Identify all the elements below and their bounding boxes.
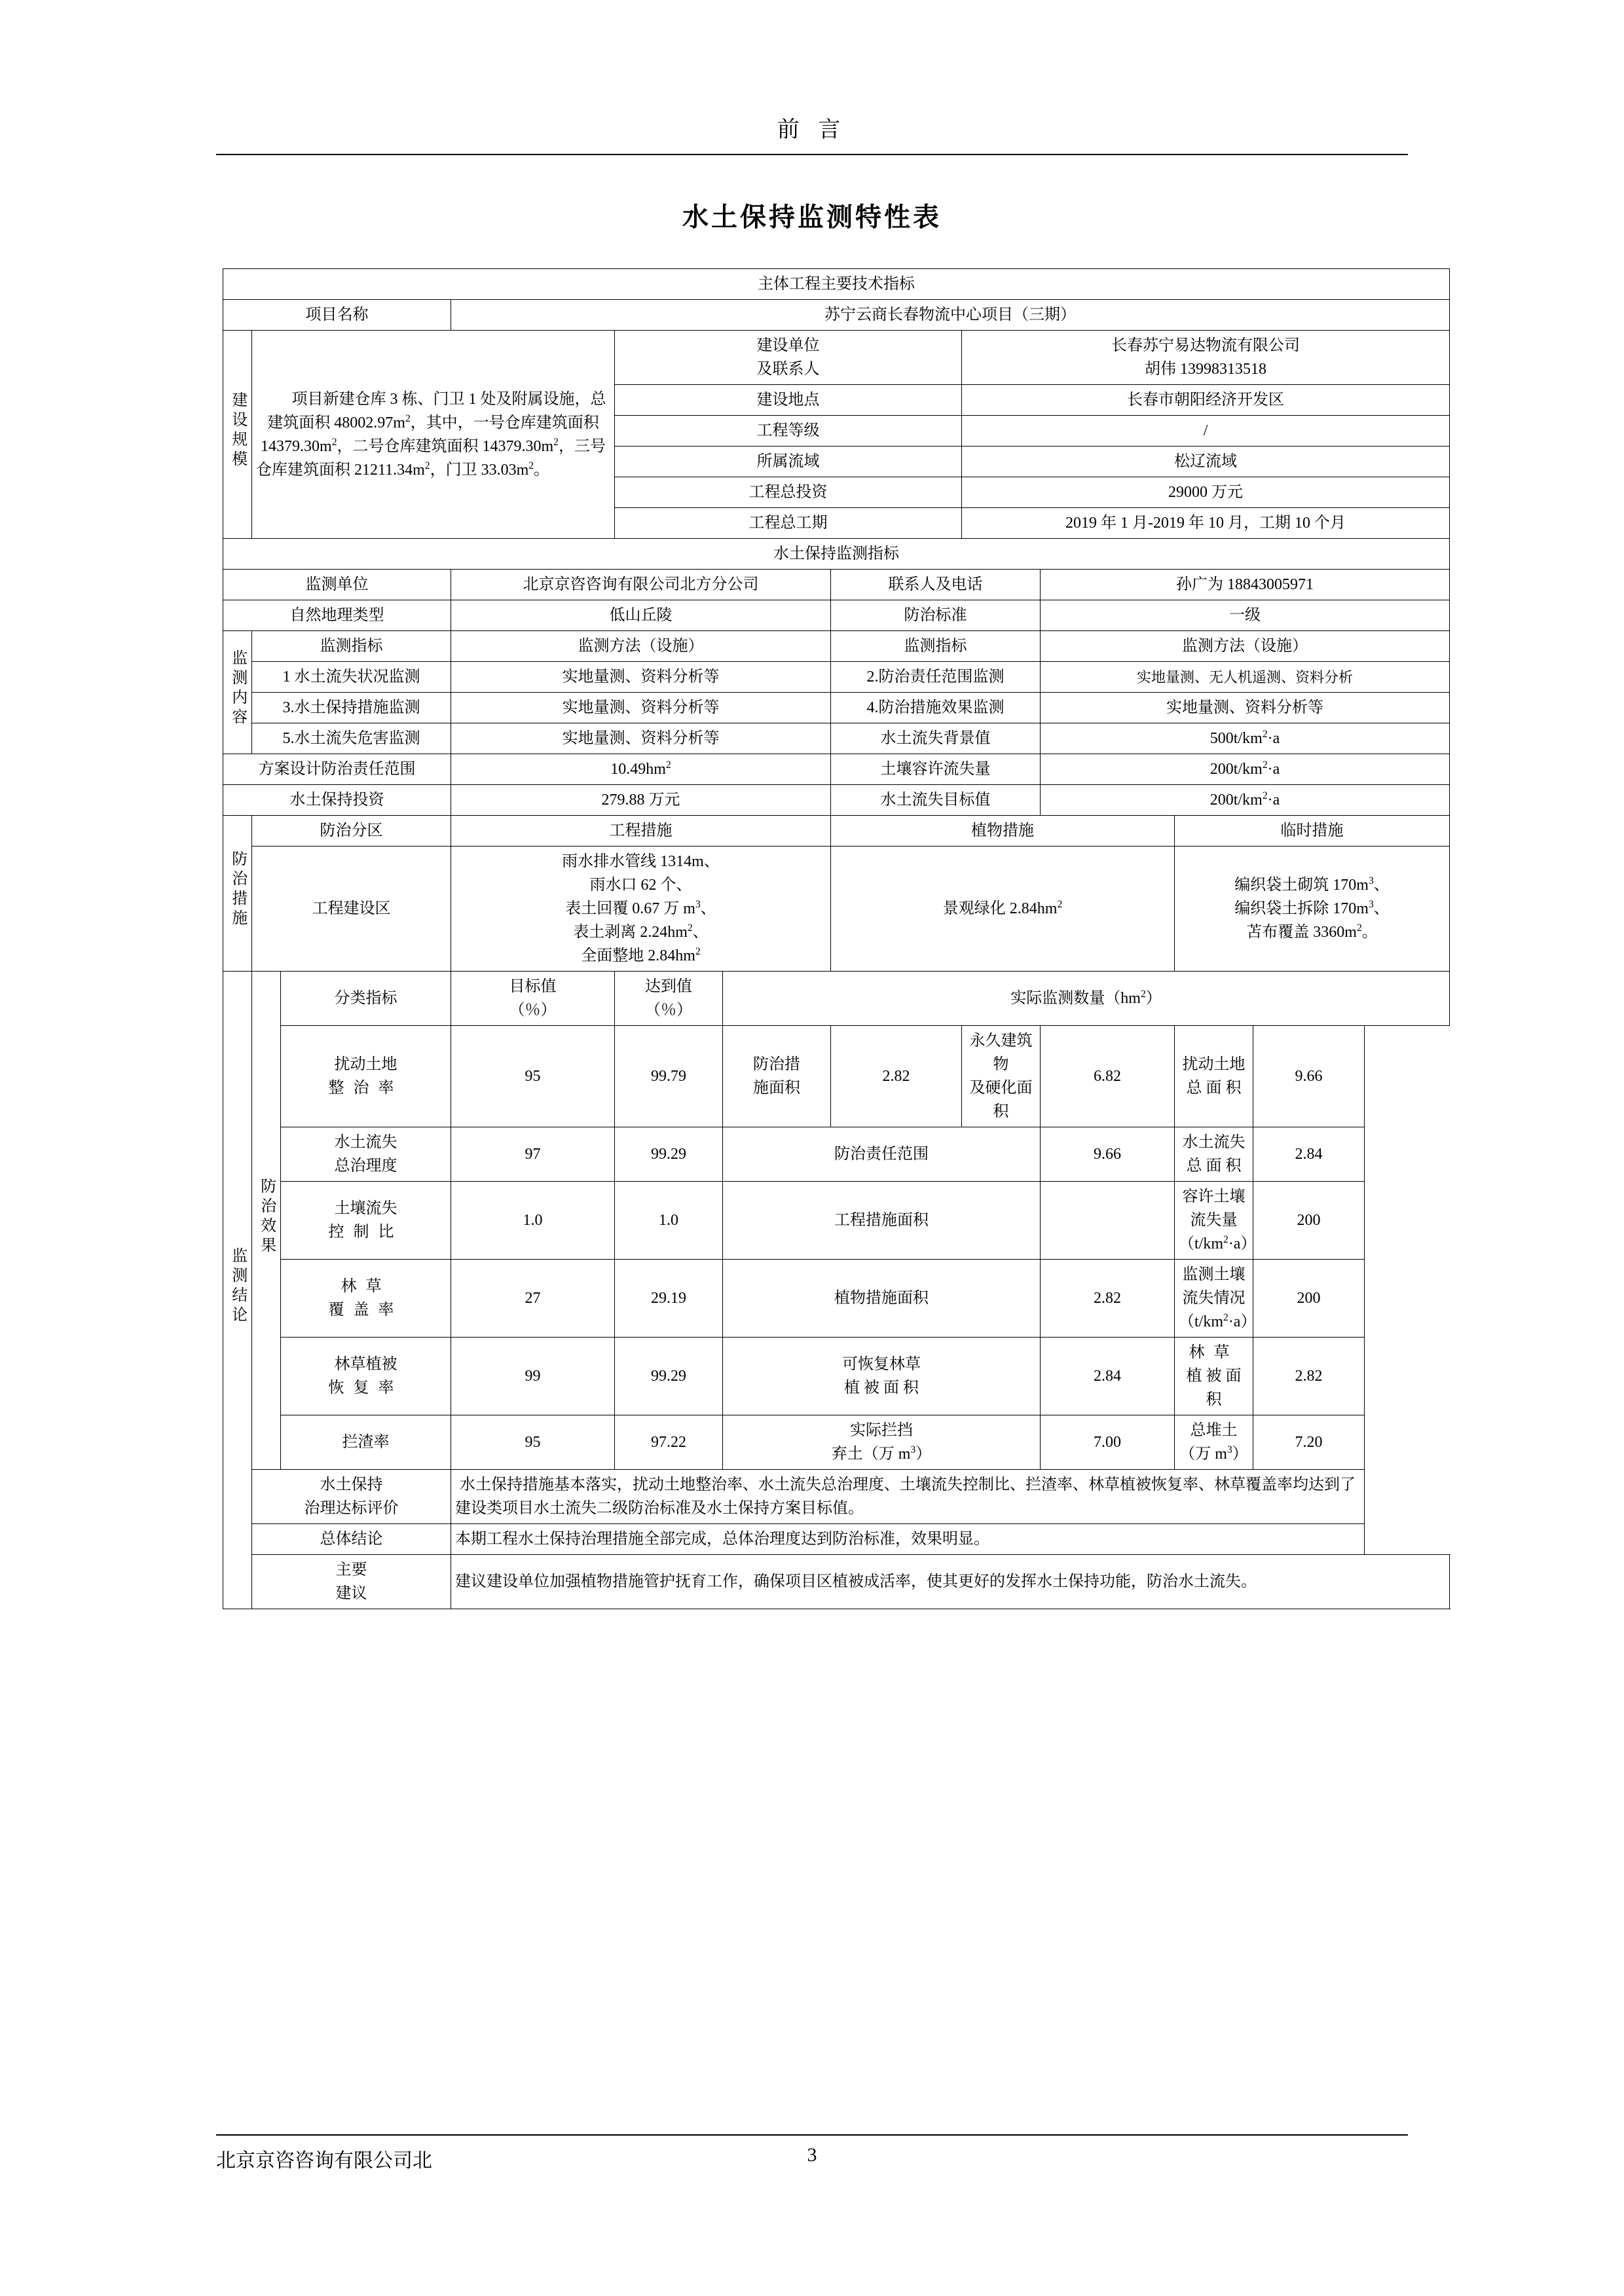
value-project-name: 苏宁云商长春物流中心项目（三期） bbox=[451, 300, 1450, 331]
label-total-duration: 工程总工期 bbox=[615, 508, 962, 539]
header-prevention-zone: 防治分区 bbox=[252, 816, 451, 847]
value-plant-measure: 景观绿化 $2.84hm^2$ bbox=[831, 847, 1175, 972]
footer-divider bbox=[216, 2134, 1408, 2136]
value-total-investment: 29000 万元 bbox=[962, 477, 1450, 508]
label-compliance-evaluation: 水土保持 治理达标评价 bbox=[252, 1470, 451, 1524]
value-soil-loss-target: $200t/km^2\cdot a$ bbox=[1041, 785, 1450, 816]
row-name-vegetation-coverage-rate: 林草 覆盖率 bbox=[281, 1260, 451, 1338]
header-monitor-index-1: 监测指标 bbox=[252, 631, 451, 662]
sub-label-total-soil-pile: 总堆土 （万 $m^3$） bbox=[1175, 1415, 1253, 1470]
monitor-item-index: 2.防治责任范围监测 bbox=[831, 662, 1041, 693]
table-row bbox=[223, 269, 1450, 300]
monitoring-characteristics-table bbox=[223, 268, 1450, 1609]
label-soil-loss-target: 水土流失目标值 bbox=[831, 785, 1041, 816]
target-vegetation-coverage-rate: 27 bbox=[451, 1260, 615, 1338]
value-monitor-contact: 孙广为 18843005971 bbox=[1041, 570, 1450, 600]
label-construction-site: 建设地点 bbox=[615, 385, 962, 416]
label-construction-unit: 建设单位 及联系人 bbox=[615, 331, 962, 385]
footer-page-number: 3 bbox=[807, 2144, 817, 2166]
label-project-name: 项目名称 bbox=[223, 300, 451, 331]
value-allowable-soil-loss: $200t/km^2\cdot a$ bbox=[1041, 754, 1450, 785]
sub-value-permanent-building-area: 6.82 bbox=[1041, 1026, 1175, 1127]
actual-slag-blocking-rate: 97.22 bbox=[615, 1415, 723, 1470]
header-divider bbox=[216, 154, 1408, 155]
table-row bbox=[223, 1415, 1450, 1470]
label-total-investment: 工程总投资 bbox=[615, 477, 962, 508]
label-geo-type: 自然地理类型 bbox=[223, 600, 451, 631]
sub-value-engineering-measure-area bbox=[1041, 1182, 1175, 1260]
label-project-grade: 工程等级 bbox=[615, 416, 962, 446]
label-allowable-soil-loss: 土壤容许流失量 bbox=[831, 754, 1041, 785]
monitor-item-method: 实地量测、资料分析等 bbox=[451, 693, 831, 723]
sub-value-disturbed-total-area: 9.66 bbox=[1253, 1026, 1365, 1127]
table-row bbox=[223, 816, 1450, 847]
value-conservation-investment: 279.88 万元 bbox=[451, 785, 831, 816]
row-name-soil-loss-control-ratio: 土壤流失 控制比 bbox=[281, 1182, 451, 1260]
value-main-suggestion: 建议建设单位加强植物措施管护抚育工作，确保项目区植被成活率，使其更好的发挥水土保持功能，防治水土流失。 bbox=[451, 1555, 1450, 1609]
row-name-disturbed-land-rate: 扰动土地 整治率 bbox=[281, 1026, 451, 1127]
value-total-duration: 2019 年 1 月-2019 年 10 月，工期 10 个月 bbox=[962, 508, 1450, 539]
header-temporary-measure: 临时措施 bbox=[1175, 816, 1450, 847]
label-overall-conclusion: 总体结论 bbox=[252, 1524, 451, 1555]
table-row bbox=[223, 539, 1450, 570]
table-row bbox=[223, 1338, 1450, 1415]
sub-value-soil-loss-total-area: 2.84 bbox=[1253, 1127, 1365, 1182]
sub-label-plant-measure-area: 植物措施面积 bbox=[723, 1260, 1041, 1338]
header-target-value: 目标值 （％） bbox=[451, 972, 615, 1026]
sub-value-total-soil-pile: 7.20 bbox=[1253, 1415, 1365, 1470]
value-monitor-unit: 北京京咨咨询有限公司北方分公司 bbox=[451, 570, 831, 600]
actual-soil-loss-control-ratio: 1.0 bbox=[615, 1182, 723, 1260]
section-title-monitor-index: 水土保持监测指标 bbox=[223, 539, 1450, 570]
actual-soil-loss-control-degree: 99.29 bbox=[615, 1127, 723, 1182]
value-basin: 松辽流域 bbox=[962, 446, 1450, 477]
monitor-item-method: 实地量测、资料分析等 bbox=[451, 723, 831, 754]
sub-label-actual-blocked-soil: 实际拦挡 弃土（万 $m^3$） bbox=[723, 1415, 1041, 1470]
target-slag-blocking-rate: 95 bbox=[451, 1415, 615, 1470]
value-prevention-zone: 工程建设区 bbox=[252, 847, 451, 972]
value-engineering-measure: 雨水排水管线 1314m、 雨水口 62 个、 表土回覆 0.67 万 $m^3$、 表土剥离 $2.24hm^2$、 全面整地 $2.84hm^2$ bbox=[451, 847, 831, 972]
sub-label-soil-loss-total-area: 水土流失 总 面 积 bbox=[1175, 1127, 1253, 1182]
header-monitor-method-1: 监测方法（设施） bbox=[451, 631, 831, 662]
sub-value-prevention-responsibility-range: 9.66 bbox=[1041, 1127, 1175, 1182]
monitor-item-method: 实地量测、资料分析等 bbox=[451, 662, 831, 693]
table-row bbox=[223, 693, 1450, 723]
sub-value-vegetation-area: 2.82 bbox=[1253, 1338, 1365, 1415]
table-row bbox=[223, 785, 1450, 816]
table-row bbox=[223, 600, 1450, 631]
header-measured-quantity: 实际监测数量$(hm^2)$ bbox=[723, 972, 1450, 1026]
label-basin: 所属流域 bbox=[615, 446, 962, 477]
actual-disturbed-land-rate: 99.79 bbox=[615, 1026, 723, 1127]
monitor-item-index: 1 水土流失状况监测 bbox=[252, 662, 451, 693]
header-monitor-index-2: 监测指标 bbox=[831, 631, 1041, 662]
sub-value-prevention-area: 2.82 bbox=[831, 1026, 962, 1127]
value-overall-conclusion: 本期工程水土保持治理措施全部完成，总体治理度达到防治标准，效果明显。 bbox=[451, 1524, 1365, 1555]
value-compliance-evaluation: 水土保持措施基本落实，扰动土地整治率、水土流失总治理度、土壤流失控制比、拦渣率、林草植被恢复率、林草覆盖率均达到了建设类项目水土流失二级防治标准及水土保持方案目标值。 bbox=[451, 1470, 1365, 1524]
header-class-index: 分类指标 bbox=[281, 972, 451, 1026]
monitor-item-method: $500t/km^2\cdot a$ bbox=[1041, 723, 1450, 754]
table-row bbox=[223, 1555, 1450, 1609]
label-monitor-content: 监测内容 bbox=[223, 631, 252, 754]
sub-label-allowable-soil-loss: 容许土壤流失量 $(t/km^2\cdot a)$ bbox=[1175, 1182, 1253, 1260]
monitor-item-index: 5.水土流失危害监测 bbox=[252, 723, 451, 754]
label-construction-scale: 建设规模 bbox=[223, 331, 252, 539]
label-planned-prevention-range: 方案设计防治责任范围 bbox=[223, 754, 451, 785]
label-monitor-contact: 联系人及电话 bbox=[831, 570, 1041, 600]
row-name-vegetation-restoration-rate: 林草植被 恢复率 bbox=[281, 1338, 451, 1415]
monitor-item-method: 实地量测、无人机遥测、资料分析 bbox=[1041, 662, 1450, 693]
label-prevention-measures: 防治措施 bbox=[223, 816, 252, 972]
value-geo-type: 低山丘陵 bbox=[451, 600, 831, 631]
table-row bbox=[223, 1470, 1450, 1524]
label-conservation-investment: 水土保持投资 bbox=[223, 785, 451, 816]
header-engineering-measure: 工程措施 bbox=[451, 816, 831, 847]
value-construction-site: 长春市朝阳经济开发区 bbox=[962, 385, 1450, 416]
sub-value-restorable-vegetation-area: 2.84 bbox=[1041, 1338, 1175, 1415]
sub-label-prevention-responsibility-range: 防治责任范围 bbox=[723, 1127, 1041, 1182]
table-row bbox=[223, 331, 1450, 385]
table-row bbox=[223, 570, 1450, 600]
sub-label-monitored-soil-loss: 监测土壤流失情况 $(t/km^2\cdot a)$ bbox=[1175, 1260, 1253, 1338]
table-row bbox=[223, 754, 1450, 785]
sub-label-prevention-area: 防治措 施面积 bbox=[723, 1026, 831, 1127]
sub-value-monitored-soil-loss: 200 bbox=[1253, 1260, 1365, 1338]
monitor-item-method: 实地量测、资料分析等 bbox=[1041, 693, 1450, 723]
table-row bbox=[223, 1026, 1450, 1127]
page-title: 水土保持监测特性表 bbox=[682, 202, 942, 232]
label-monitoring-conclusion: 监测结论 bbox=[223, 972, 252, 1609]
label-main-suggestion: 主要 建议 bbox=[252, 1555, 451, 1609]
actual-vegetation-restoration-rate: 99.29 bbox=[615, 1338, 723, 1415]
label-prevention-standard: 防治标准 bbox=[831, 600, 1041, 631]
value-project-grade: / bbox=[962, 416, 1450, 446]
target-disturbed-land-rate: 95 bbox=[451, 1026, 615, 1127]
sub-value-allowable-soil-loss: 200 bbox=[1253, 1182, 1365, 1260]
table-row bbox=[223, 1127, 1450, 1182]
target-soil-loss-control-ratio: 1.0 bbox=[451, 1182, 615, 1260]
row-name-soil-loss-control-degree: 水土流失 总治理度 bbox=[281, 1127, 451, 1182]
value-temporary-measure: 编织袋土砌筑 $170m^3$、 编织袋土拆除 $170m^3$、 苫布覆盖 $3360m^2$。 bbox=[1175, 847, 1450, 972]
value-construction-scale: 项目新建仓库 3 栋、门卫 1 处及附属设施，总建筑面积 $48002.97m^2$，其中，一号仓库建筑面积 $14379.30m^2$，二号仓库建筑面积 $14379.30m^2$，三号仓库建筑面积 $21211.34m^2$，门卫 $33.03m^2$。 bbox=[252, 331, 615, 539]
value-prevention-standard: 一级 bbox=[1041, 600, 1450, 631]
header-monitor-method-2: 监测方法（设施） bbox=[1041, 631, 1450, 662]
sub-value-plant-measure-area: 2.82 bbox=[1041, 1260, 1175, 1338]
value-construction-unit: 长春苏宁易达物流有限公司 胡伟 13998313518 bbox=[962, 331, 1450, 385]
sub-label-engineering-measure-area: 工程措施面积 bbox=[723, 1182, 1041, 1260]
table-row bbox=[223, 1182, 1450, 1260]
value-planned-prevention-range: $10.49hm^2$ bbox=[451, 754, 831, 785]
actual-vegetation-coverage-rate: 29.19 bbox=[615, 1260, 723, 1338]
header-plant-measure: 植物措施 bbox=[831, 816, 1175, 847]
monitor-item-index: 4.防治措施效果监测 bbox=[831, 693, 1041, 723]
sub-label-restorable-vegetation-area: 可恢复林草 植 被 面 积 bbox=[723, 1338, 1041, 1415]
sub-label-permanent-building-area: 永久建筑物 及硬化面积 bbox=[962, 1026, 1041, 1127]
table-row bbox=[223, 1260, 1450, 1338]
sub-label-vegetation-area: 林草 植 被 面 积 bbox=[1175, 1338, 1253, 1415]
table-row bbox=[223, 300, 1450, 331]
sub-value-actual-blocked-soil: 7.00 bbox=[1041, 1415, 1175, 1470]
label-monitor-unit: 监测单位 bbox=[223, 570, 451, 600]
page-header: 前 言 bbox=[777, 118, 847, 142]
target-vegetation-restoration-rate: 99 bbox=[451, 1338, 615, 1415]
footer-company: 北京京咨咨询有限公司北 bbox=[216, 2150, 432, 2172]
table-row bbox=[223, 847, 1450, 972]
table-row bbox=[223, 662, 1450, 693]
target-soil-loss-control-degree: 97 bbox=[451, 1127, 615, 1182]
row-name-slag-blocking-rate: 拦渣率 bbox=[281, 1415, 451, 1470]
section-title-main-tech: 主体工程主要技术指标 bbox=[223, 269, 1450, 300]
monitor-item-index: 3.水土保持措施监测 bbox=[252, 693, 451, 723]
table-row bbox=[223, 723, 1450, 754]
table-row bbox=[223, 1524, 1450, 1555]
label-prevention-effect: 防治效果 bbox=[252, 972, 281, 1470]
table-row bbox=[223, 631, 1450, 662]
sub-label-disturbed-total-area: 扰动土地 总 面 积 bbox=[1175, 1026, 1253, 1127]
table-row bbox=[223, 972, 1450, 1026]
header-actual-value: 达到值 （％） bbox=[615, 972, 723, 1026]
monitor-item-index: 水土流失背景值 bbox=[831, 723, 1041, 754]
